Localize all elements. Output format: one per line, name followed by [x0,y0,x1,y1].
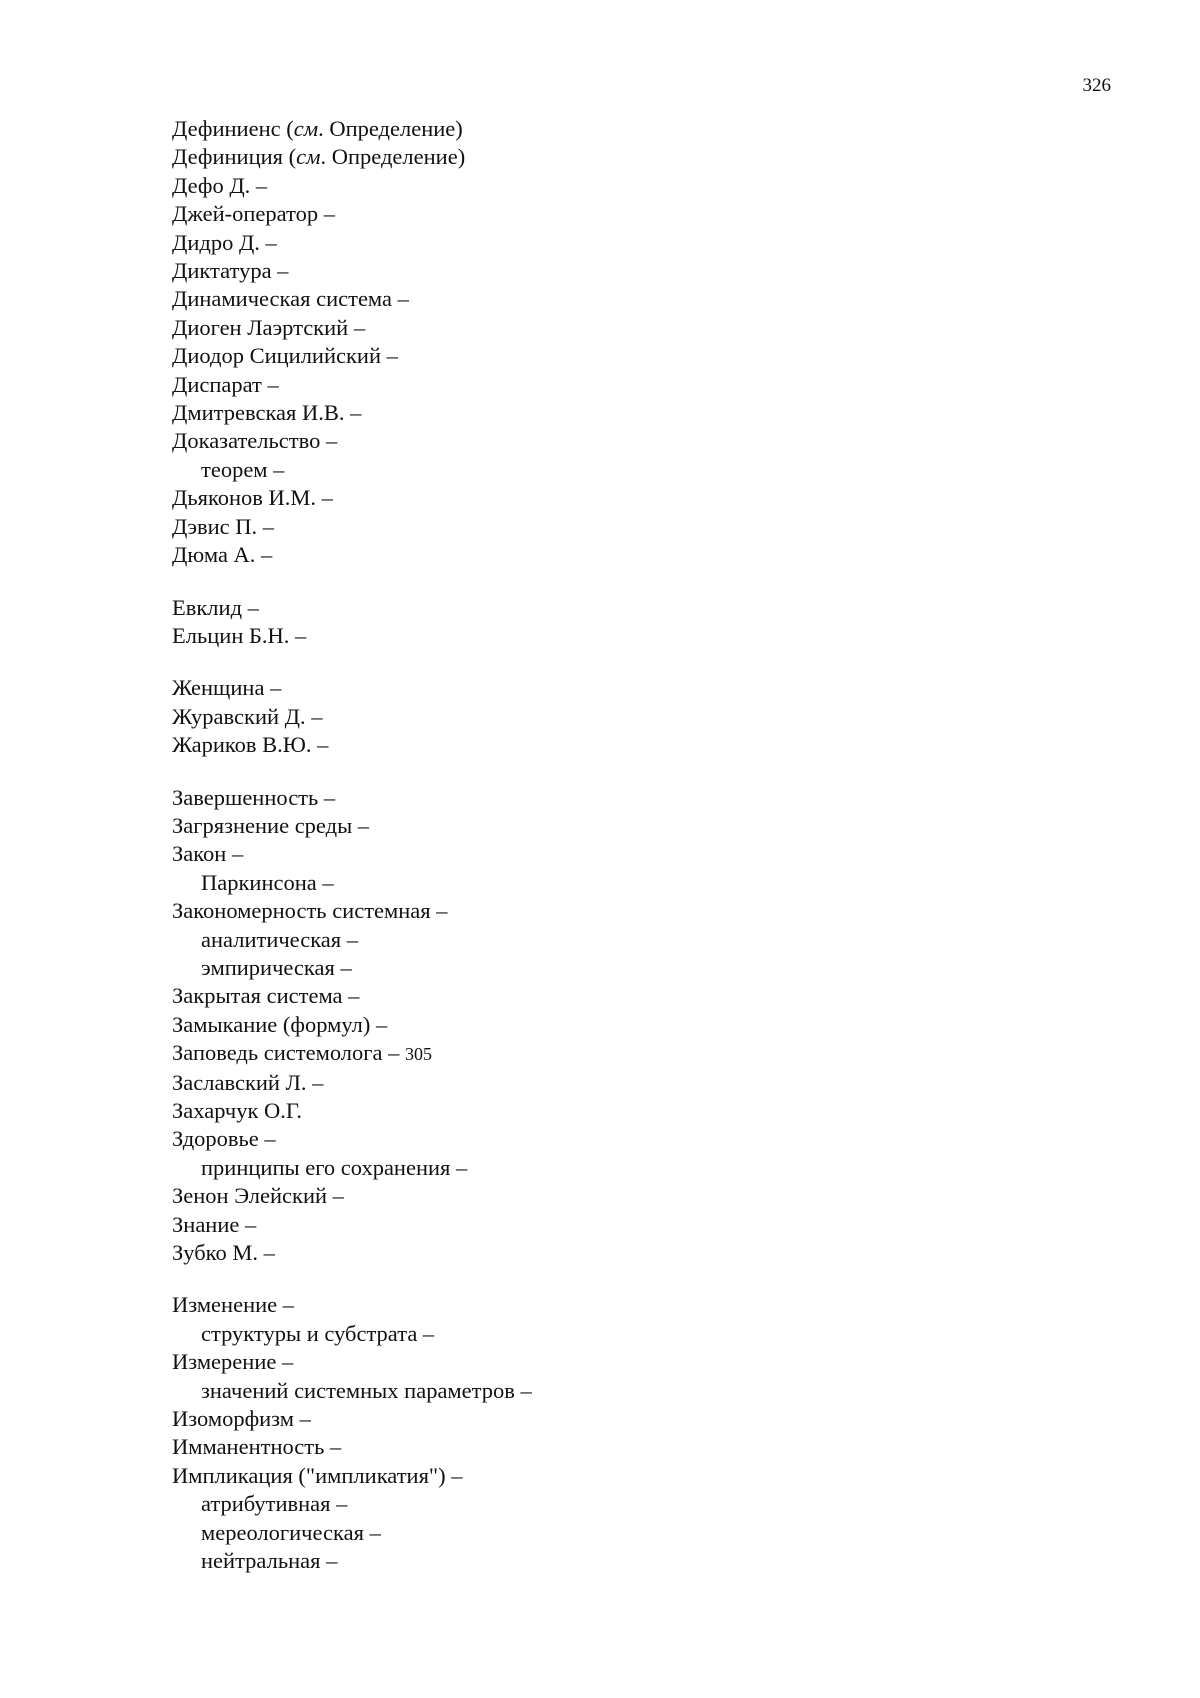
entry-text: структуры и субстрата – [201,1320,435,1346]
index-entry [172,342,1072,370]
entry-text: Журавский Д. – [172,703,323,729]
entry-text: Диспарат – [172,371,279,397]
index-subentry [172,926,1072,954]
index-entry [172,1182,1072,1210]
index-subentry [172,954,1072,982]
entry-page-ref: 305 [405,1044,432,1065]
index-entry [172,143,1072,171]
entry-italic-abbrev: см [293,116,319,141]
index-letter-group [172,594,1072,651]
index-entry [172,1348,1072,1376]
entry-text: Жариков В.Ю. – [172,732,329,758]
index-entry [172,674,1072,702]
index-entry [172,115,1072,143]
entry-text: Импликация ("импликатия") – [172,1462,463,1488]
entry-text: Диодор Сицилийский – [172,343,398,369]
entry-text: теорем – [201,456,285,482]
index-entry [172,314,1072,342]
entry-text: мереологическая – [201,1519,381,1545]
index-entry [172,594,1072,622]
index-entry [172,1291,1072,1319]
index-letter-group [172,1291,1072,1575]
entry-text: Диктатура – [172,258,289,284]
index-entry [172,257,1072,285]
entry-text: Закон – [172,841,244,867]
index-entry [172,172,1072,200]
index-subentry [172,1547,1072,1575]
index-subentry [172,869,1072,897]
subject-index-list [172,115,1072,1600]
index-entry [172,427,1072,455]
index-subentry [172,1320,1072,1348]
entry-text: Изоморфизм – [172,1406,311,1432]
index-entry [172,229,1072,257]
entry-text: атрибутивная – [201,1491,348,1517]
entry-text: эмпирическая – [201,954,352,980]
index-entry [172,399,1072,427]
entry-text: Дэвис П. – [172,513,275,539]
index-subentry [172,1490,1072,1518]
index-subentry [172,1377,1072,1405]
index-entry [172,484,1072,512]
entry-text: Замыкание (формул) – [172,1011,388,1037]
entry-text: значений системных параметров – [201,1377,532,1403]
entry-text: Здоровье – [172,1126,276,1152]
entry-text: Закрытая система – [172,983,360,1009]
index-entry [172,513,1072,541]
entry-text: принципы его сохранения – [201,1154,468,1180]
index-entry [172,1462,1072,1490]
entry-text: Ельцин Б.Н. – [172,622,307,648]
index-entry [172,784,1072,812]
entry-text: Дефиниенс ( [172,116,294,141]
index-entry [172,840,1072,868]
entry-text: Паркинсона – [201,869,334,895]
index-entry [172,1125,1072,1153]
index-entry [172,622,1072,650]
index-subentry [172,1154,1072,1182]
index-entry [172,1433,1072,1461]
entry-text: Закономерность системная – [172,898,448,924]
entry-text: Заповедь системолога – [172,1040,400,1066]
index-entry [172,1097,1072,1125]
index-subentry [172,456,1072,484]
entry-text: Изменение – [172,1292,295,1318]
index-letter-group [172,674,1072,759]
entry-italic-abbrev: см [296,144,321,170]
index-entry [172,1011,1072,1039]
entry-text: Евклид – [172,594,259,620]
index-letter-group [172,784,1072,1268]
index-letter-group [172,115,1072,570]
index-entry [172,285,1072,313]
entry-text: Завершенность – [172,784,336,810]
entry-text: Знание – [172,1211,257,1237]
entry-text: Динамическая система – [172,286,409,312]
index-entry [172,200,1072,228]
index-entry [172,982,1072,1010]
entry-text-tail: . Определение) [320,144,466,170]
index-entry [172,1069,1072,1097]
index-entry [172,1405,1072,1433]
entry-text: Измерение – [172,1349,294,1375]
entry-text: Заславский Л. – [172,1069,324,1095]
entry-text: нейтральная – [201,1548,338,1574]
page-number: 326 [1082,75,1111,96]
entry-text: Захарчук О.Г. [172,1098,302,1123]
entry-text: Диоген Лаэртский – [172,314,366,340]
entry-text: Дюма А. – [172,542,273,568]
entry-text: Джей-оператор – [172,201,335,227]
entry-text: аналитическая – [201,926,359,952]
entry-text: Имманентность – [172,1434,342,1460]
entry-text: Дмитревская И.В. – [172,400,362,426]
entry-text: Доказательство – [172,428,338,454]
index-entry [172,371,1072,399]
index-entry [172,1211,1072,1239]
entry-text: Дьяконов И.М. – [172,485,333,511]
index-subentry [172,1519,1072,1547]
index-entry [172,812,1072,840]
entry-text: Загрязнение среды – [172,812,370,838]
entry-text: Дефо Д. – [172,172,268,198]
entry-text: Дефиниция ( [172,144,297,170]
index-entry [172,731,1072,759]
index-entry [172,1039,1072,1068]
index-entry [172,1239,1072,1267]
entry-text-tail: . Определение) [318,116,463,141]
index-entry [172,703,1072,731]
entry-text: Женщина – [172,675,282,701]
index-entry [172,541,1072,569]
index-entry [172,897,1072,925]
entry-text: Зенон Элейский – [172,1183,344,1209]
entry-text: Зубко М. – [172,1240,275,1266]
entry-text: Дидро Д. – [172,229,277,255]
